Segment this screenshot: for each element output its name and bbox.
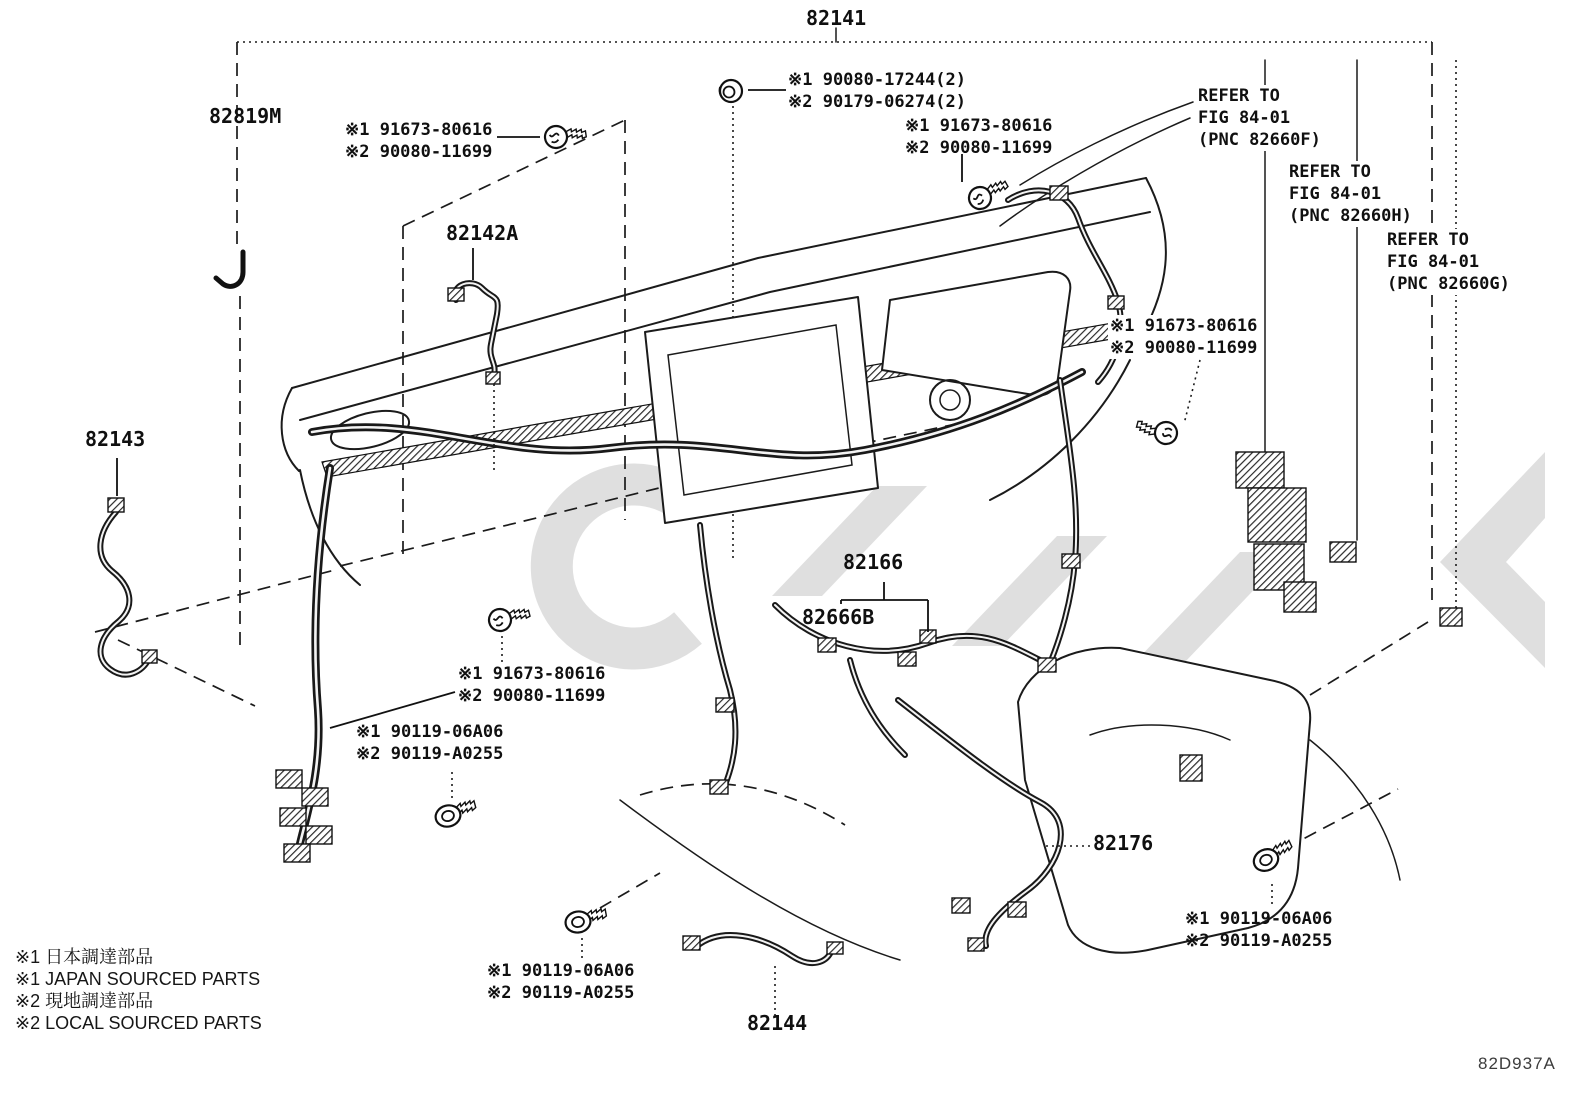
note-line: ※1 90080-17244(2): [788, 70, 967, 90]
center-stack: [645, 297, 878, 523]
connector: [968, 938, 984, 951]
refer-line: REFER TO: [1198, 86, 1280, 106]
relay-bracket: [1236, 452, 1462, 626]
fastener-note-screw-b: [905, 115, 1052, 159]
refer-line: (PNC 82660H): [1289, 206, 1412, 226]
note-line: ※2 90179-06274(2): [788, 92, 967, 112]
refer-line: (PNC 82660F): [1198, 130, 1321, 150]
part-82144-wire: [697, 935, 831, 963]
part-label-82144: 82144: [747, 1011, 808, 1035]
part-82819M-wire: [216, 252, 243, 286]
part-label-82141: 82141: [806, 6, 867, 30]
refer-note-82660H: [1287, 161, 1414, 227]
console-clip: [1180, 755, 1202, 781]
fastener-note-bolt-c: [1185, 908, 1332, 952]
connector: [1038, 658, 1056, 672]
fastener-note-screw-a: [345, 119, 492, 163]
connector: [683, 936, 700, 950]
connector: [952, 898, 970, 913]
connector: [1062, 554, 1080, 568]
note-line: ※1 91673-80616: [458, 664, 606, 684]
refer-line: FIG 84-01: [1289, 184, 1382, 204]
note-line: ※2 90119-A0255: [487, 983, 635, 1003]
figure-code: 82D937A: [1478, 1054, 1556, 1073]
screw-icon: [1134, 415, 1179, 447]
note-line: ※2 90119-A0255: [1185, 931, 1333, 951]
legend-line-jp1: ※1 日本調達部品: [15, 947, 154, 967]
note-line: ※2 90080-11699: [905, 138, 1053, 158]
refer-note-82660F: [1196, 85, 1323, 151]
note-line: ※2 90119-A0255: [356, 744, 504, 764]
flange-bolt-icon: [433, 798, 479, 829]
refer-line: FIG 84-01: [1387, 252, 1480, 272]
refer-line: REFER TO: [1387, 230, 1469, 250]
connector: [486, 372, 500, 384]
connector: [1008, 902, 1026, 917]
connector: [1050, 186, 1068, 200]
legend-line-jp2: ※2 現地調達部品: [15, 991, 154, 1011]
connector: [710, 780, 728, 794]
part-label-82666B: 82666B: [802, 605, 875, 629]
legend-line-en1: ※1 JAPAN SOURCED PARTS: [15, 969, 261, 989]
connector: [448, 288, 464, 301]
console-box: [1018, 648, 1310, 953]
refer-note-82660G: [1385, 229, 1512, 295]
fastener-note-clip: [788, 69, 966, 113]
note-line: ※1 90119-06A06: [356, 722, 504, 742]
wire-harness-right-drop: [1048, 380, 1076, 668]
wire-harness-center-drop: [700, 525, 735, 785]
connector: [716, 698, 734, 712]
connector: [827, 942, 843, 954]
connector: [898, 652, 916, 666]
refer-line: FIG 84-01: [1198, 108, 1291, 128]
fastener-note-bolt-b: [487, 960, 634, 1004]
part-label-82176: 82176: [1093, 831, 1154, 855]
clip-grommet-icon: [720, 80, 742, 102]
part-label-82166: 82166: [843, 550, 904, 574]
flange-bolt-icon: [564, 907, 609, 935]
refer-line: (PNC 82660G): [1387, 274, 1510, 294]
part-label-82142A: 82142A: [446, 221, 519, 245]
sourcing-legend: [15, 946, 262, 1034]
connector: [108, 498, 124, 512]
part-label-82143: 82143: [85, 427, 146, 451]
connector: [818, 638, 836, 652]
note-line: ※2 90080-11699: [1110, 338, 1258, 358]
junction-connector-cluster: [276, 770, 332, 862]
refer-line: REFER TO: [1289, 162, 1371, 182]
note-line: ※1 90119-06A06: [1185, 909, 1333, 929]
note-line: ※1 91673-80616: [345, 120, 493, 140]
connector: [142, 650, 157, 663]
note-line: ※2 90080-11699: [345, 142, 493, 162]
note-line: ※2 90080-11699: [458, 686, 606, 706]
instrument-cluster: [882, 272, 1070, 396]
note-line: ※1 90119-06A06: [487, 961, 635, 981]
steering-column: [930, 380, 970, 420]
screw-icon: [487, 602, 532, 634]
note-line: ※1 91673-80616: [905, 116, 1053, 136]
note-line: ※1 91673-80616: [1110, 316, 1258, 336]
legend-line-en2: ※2 LOCAL SOURCED PARTS: [15, 1013, 262, 1033]
fastener-note-screw-c: [1108, 315, 1259, 359]
part-label-82819M: 82819M: [209, 104, 282, 128]
connector: [1108, 296, 1124, 309]
fastener-note-screw-d: [458, 663, 605, 707]
screw-icon: [544, 122, 588, 149]
fastener-note-bolt-a: [356, 721, 503, 765]
